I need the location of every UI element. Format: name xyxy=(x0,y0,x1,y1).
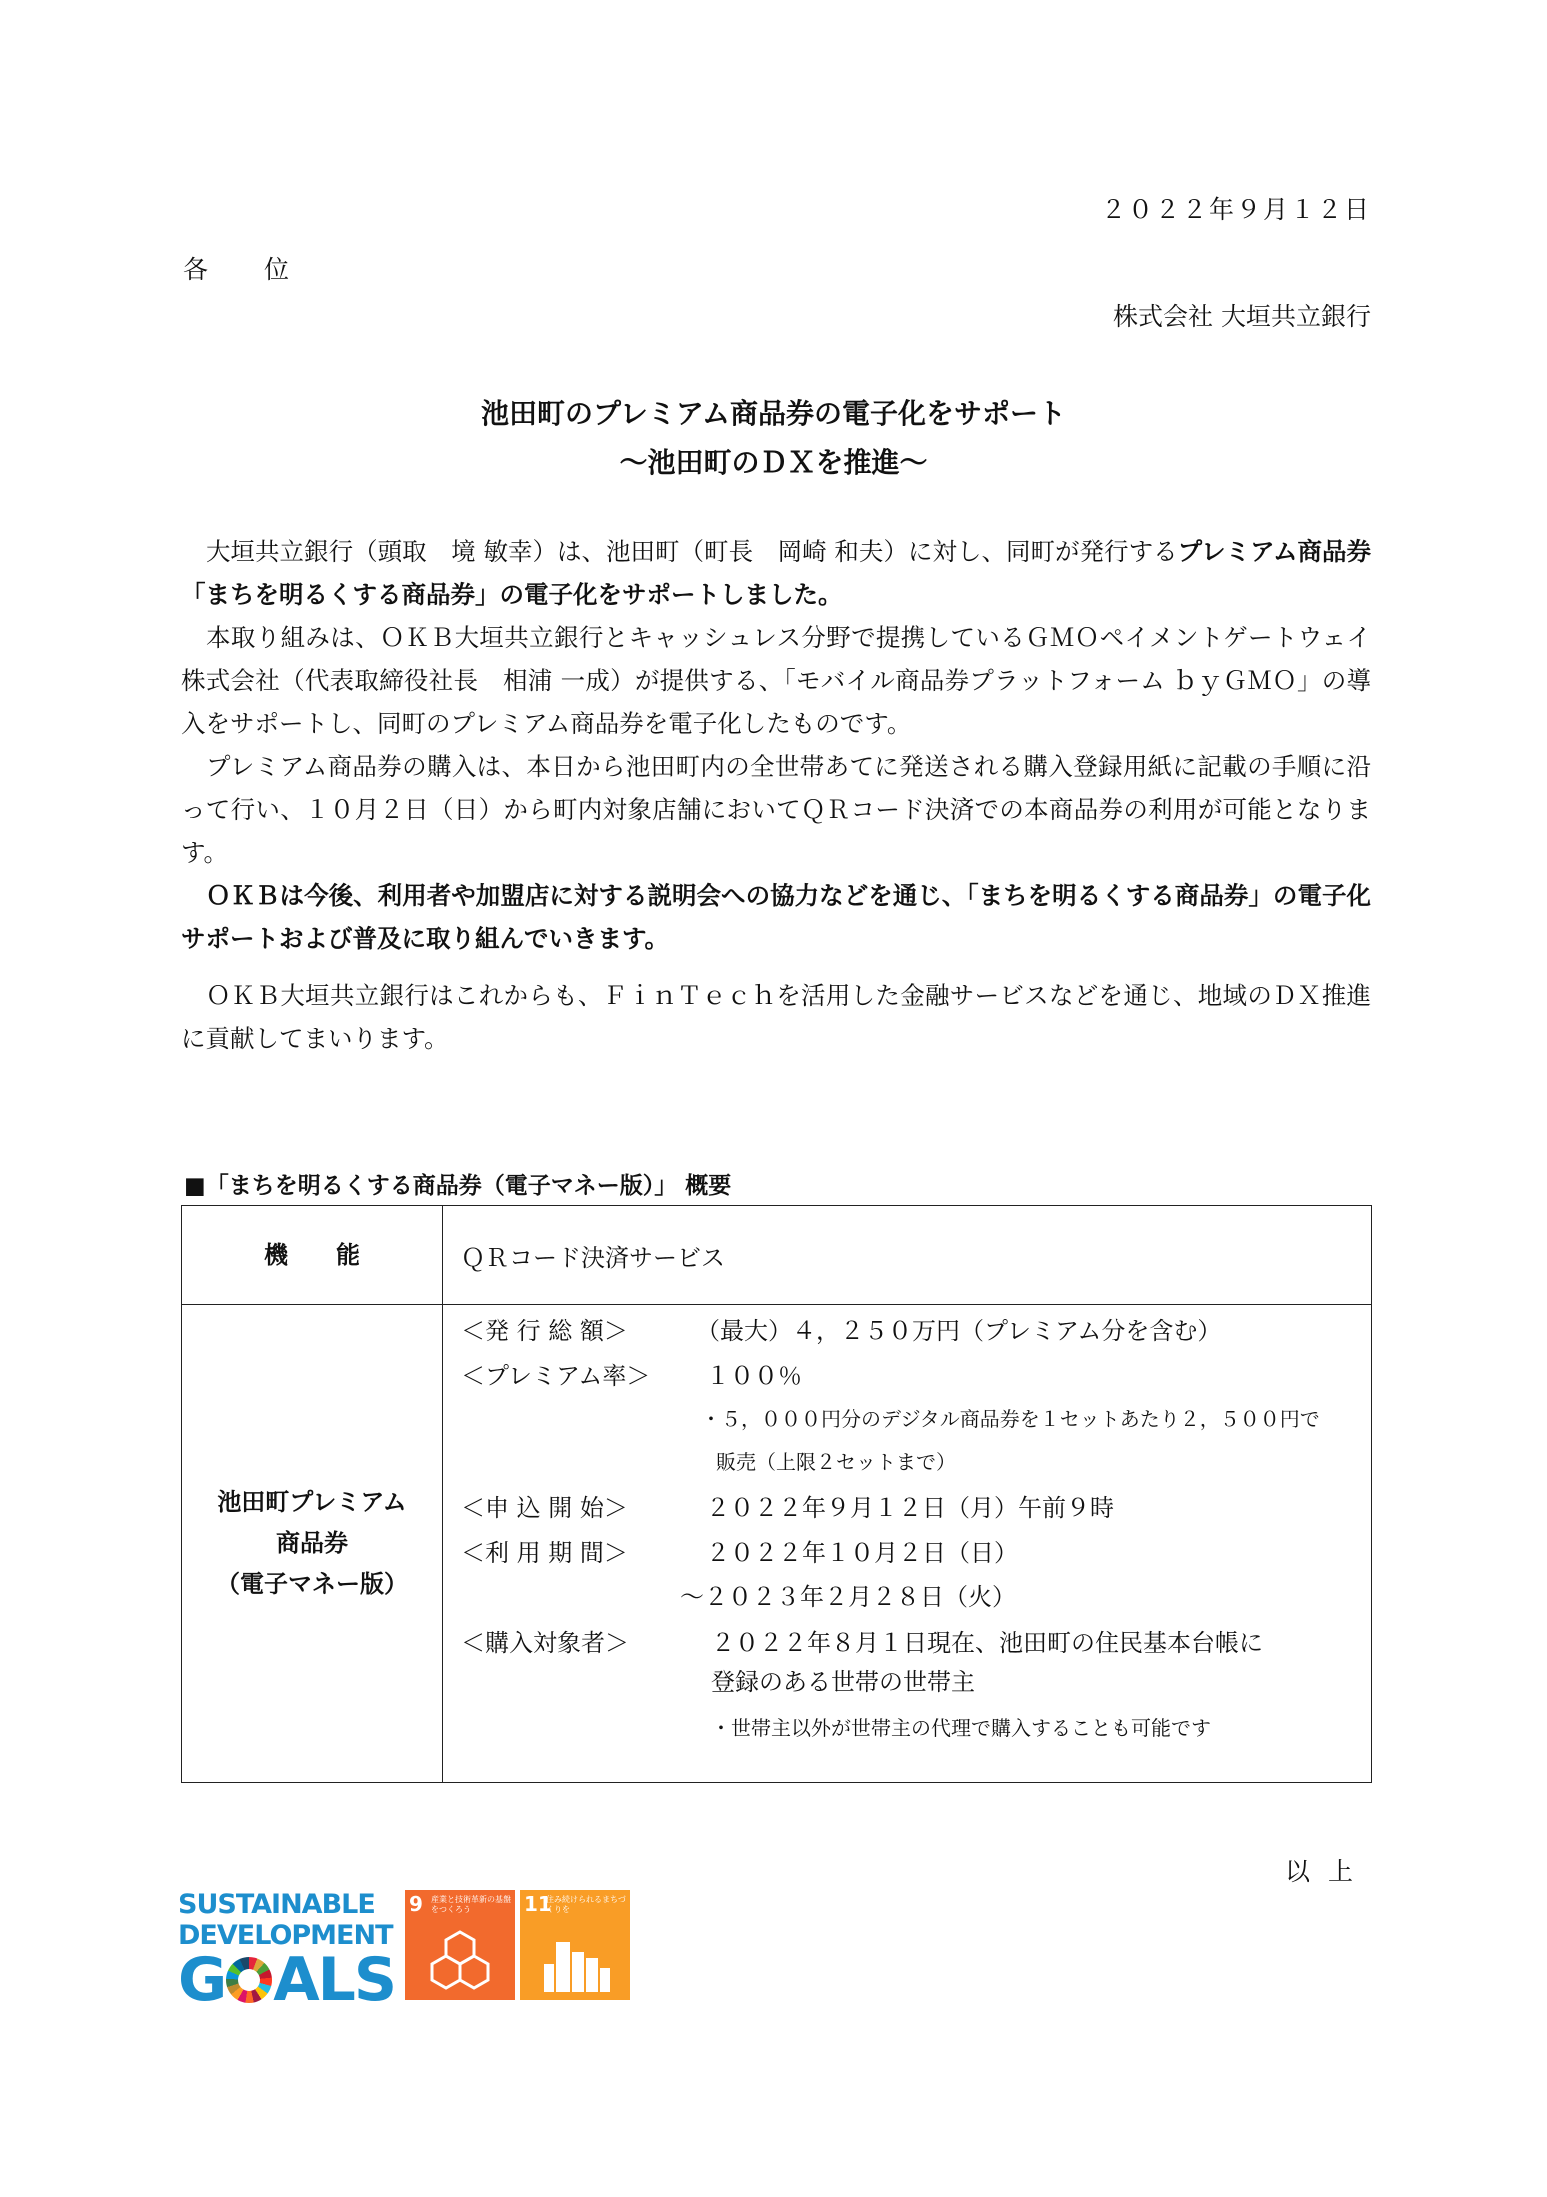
product-label xyxy=(182,1305,443,1783)
issuer-name: 株式会社 大垣共立銀行 xyxy=(1113,302,1371,331)
paragraph-1-bold: プレミアム商品券「まちを明るくする商品券」の電子化をサポートしました。 xyxy=(181,537,1371,609)
target-value-cont: 登録のある世帯の世帯主 xyxy=(711,1668,975,1696)
usage-period-key: ＜利 用 期 間＞ xyxy=(461,1539,628,1567)
document-subtitle: 〜池田町のＤＸを推進〜 xyxy=(619,446,928,479)
document-title: 池田町のプレミアム商品券の電子化をサポート xyxy=(481,397,1066,430)
product-label-line: （電子マネー版） xyxy=(216,1570,408,1598)
closing-mark: 以上 xyxy=(1284,1857,1371,1886)
product-label-line: 商品券 xyxy=(276,1529,348,1557)
total-amount-line xyxy=(461,1311,1221,1346)
sdgs-logo xyxy=(178,1889,398,2015)
paragraph-3: プレミアム商品券の購入は、本日から池田町内の全世帯あてに発送される購入登録用紙に記載の手順に沿って行い、１０月２日（日）から町内対象店舗においてＱＲコード決済での本商品券の利用が可能となります。 xyxy=(181,752,1371,867)
document-date: ２０２２年９月１２日 xyxy=(1100,195,1371,224)
city-buildings-icon xyxy=(542,1928,612,1994)
total-amount-value: （最大）４，２５０万円（プレミアム分を含む） xyxy=(696,1317,1222,1345)
cubes-icon xyxy=(427,1928,493,1994)
sdgs-logo-line: DEVELOPMENT xyxy=(178,1920,393,1951)
paragraph-5: ＯＫＢ大垣共立銀行はこれからも、ＦｉｎＴｅｃｈを活用した金融サービスなどを通じ、地域のＤＸ推進に貢献してまいります。 xyxy=(181,981,1371,1053)
paragraph-4: ＯＫＢは今後、利用者や加盟店に対する説明会への協力などを通じ、「まちを明るくする商品券」の電子化サポートおよび普及に取り組んでいきます。 xyxy=(181,881,1371,953)
premium-rate-note: 販売（上限２セットまで） xyxy=(716,1450,956,1474)
target-value: ２０２２年８月１日現在、池田町の住民基本台帳に xyxy=(711,1629,1263,1657)
paragraph-2: 本取り組みは、ＯＫＢ大垣共立銀行とキャッシュレス分野で提携しているＧＭＯペイメントゲートウェイ 株式会社（代表取締役社長 相浦 一成）が提供する、「モバイル商品券プラットフォーム ｂｙＧＭＯ」の導入をサポートし、同町のプレミアム商品券を電子化したものです。 xyxy=(181,623,1371,738)
target-line xyxy=(461,1623,1263,1658)
target-key: ＜購入対象者＞ xyxy=(461,1629,629,1657)
table-row xyxy=(182,1305,1372,1783)
usage-period-line xyxy=(461,1533,1018,1568)
total-amount-key: ＜発 行 総 額＞ xyxy=(461,1317,628,1345)
usage-period-end: 〜２０２３年２月２８日（火） xyxy=(680,1583,1016,1611)
sdgs-wheel-icon xyxy=(226,1957,272,2003)
product-details xyxy=(443,1305,1372,1783)
target-note: ・世帯主以外が世帯主の代理で購入することも可能です xyxy=(711,1716,1211,1740)
sdgs-logo-goals: G ALS xyxy=(178,1945,396,2015)
sdg-goal-11-icon: 11 住み続けられるまちづくりを xyxy=(520,1890,630,2000)
body-text xyxy=(181,530,1371,1060)
premium-rate-note: ・５，０００円分のデジタル商品券を１セットあたり２，５００円で xyxy=(701,1407,1320,1431)
apply-start-key: ＜申 込 開 始＞ xyxy=(461,1494,628,1522)
premium-rate-line xyxy=(461,1356,802,1391)
premium-rate-value: １００％ xyxy=(706,1362,802,1390)
apply-start-line xyxy=(461,1488,1114,1523)
section-heading: ■「まちを明るくする商品券（電子マネー版）」 概要 xyxy=(184,1173,732,1199)
sdgs-logo-line: SUSTAINABLE xyxy=(178,1889,375,1920)
paragraph-1-normal: 大垣共立銀行（頭取 境 敏幸）は、池田町（町長 岡崎 和夫）に対し、同町が発行する xyxy=(206,537,1178,566)
table-row xyxy=(182,1206,1372,1305)
usage-period-value: ２０２２年１０月２日（日） xyxy=(706,1539,1018,1567)
function-label: 機 能 xyxy=(182,1206,443,1305)
premium-rate-key: ＜プレミアム率＞ xyxy=(461,1362,651,1390)
recipient: 各 位 xyxy=(183,255,292,284)
overview-table xyxy=(181,1205,1372,1783)
apply-start-value: ２０２２年９月１２日（月）午前９時 xyxy=(706,1494,1114,1522)
paragraph-1 xyxy=(181,530,1371,616)
product-label-line: 池田町プレミアム xyxy=(217,1488,407,1516)
function-value: ＱＲコード決済サービス xyxy=(443,1206,1372,1305)
sdg-goal-9-icon: 9 産業と技術革新の基盤をつくろう xyxy=(405,1890,515,2000)
